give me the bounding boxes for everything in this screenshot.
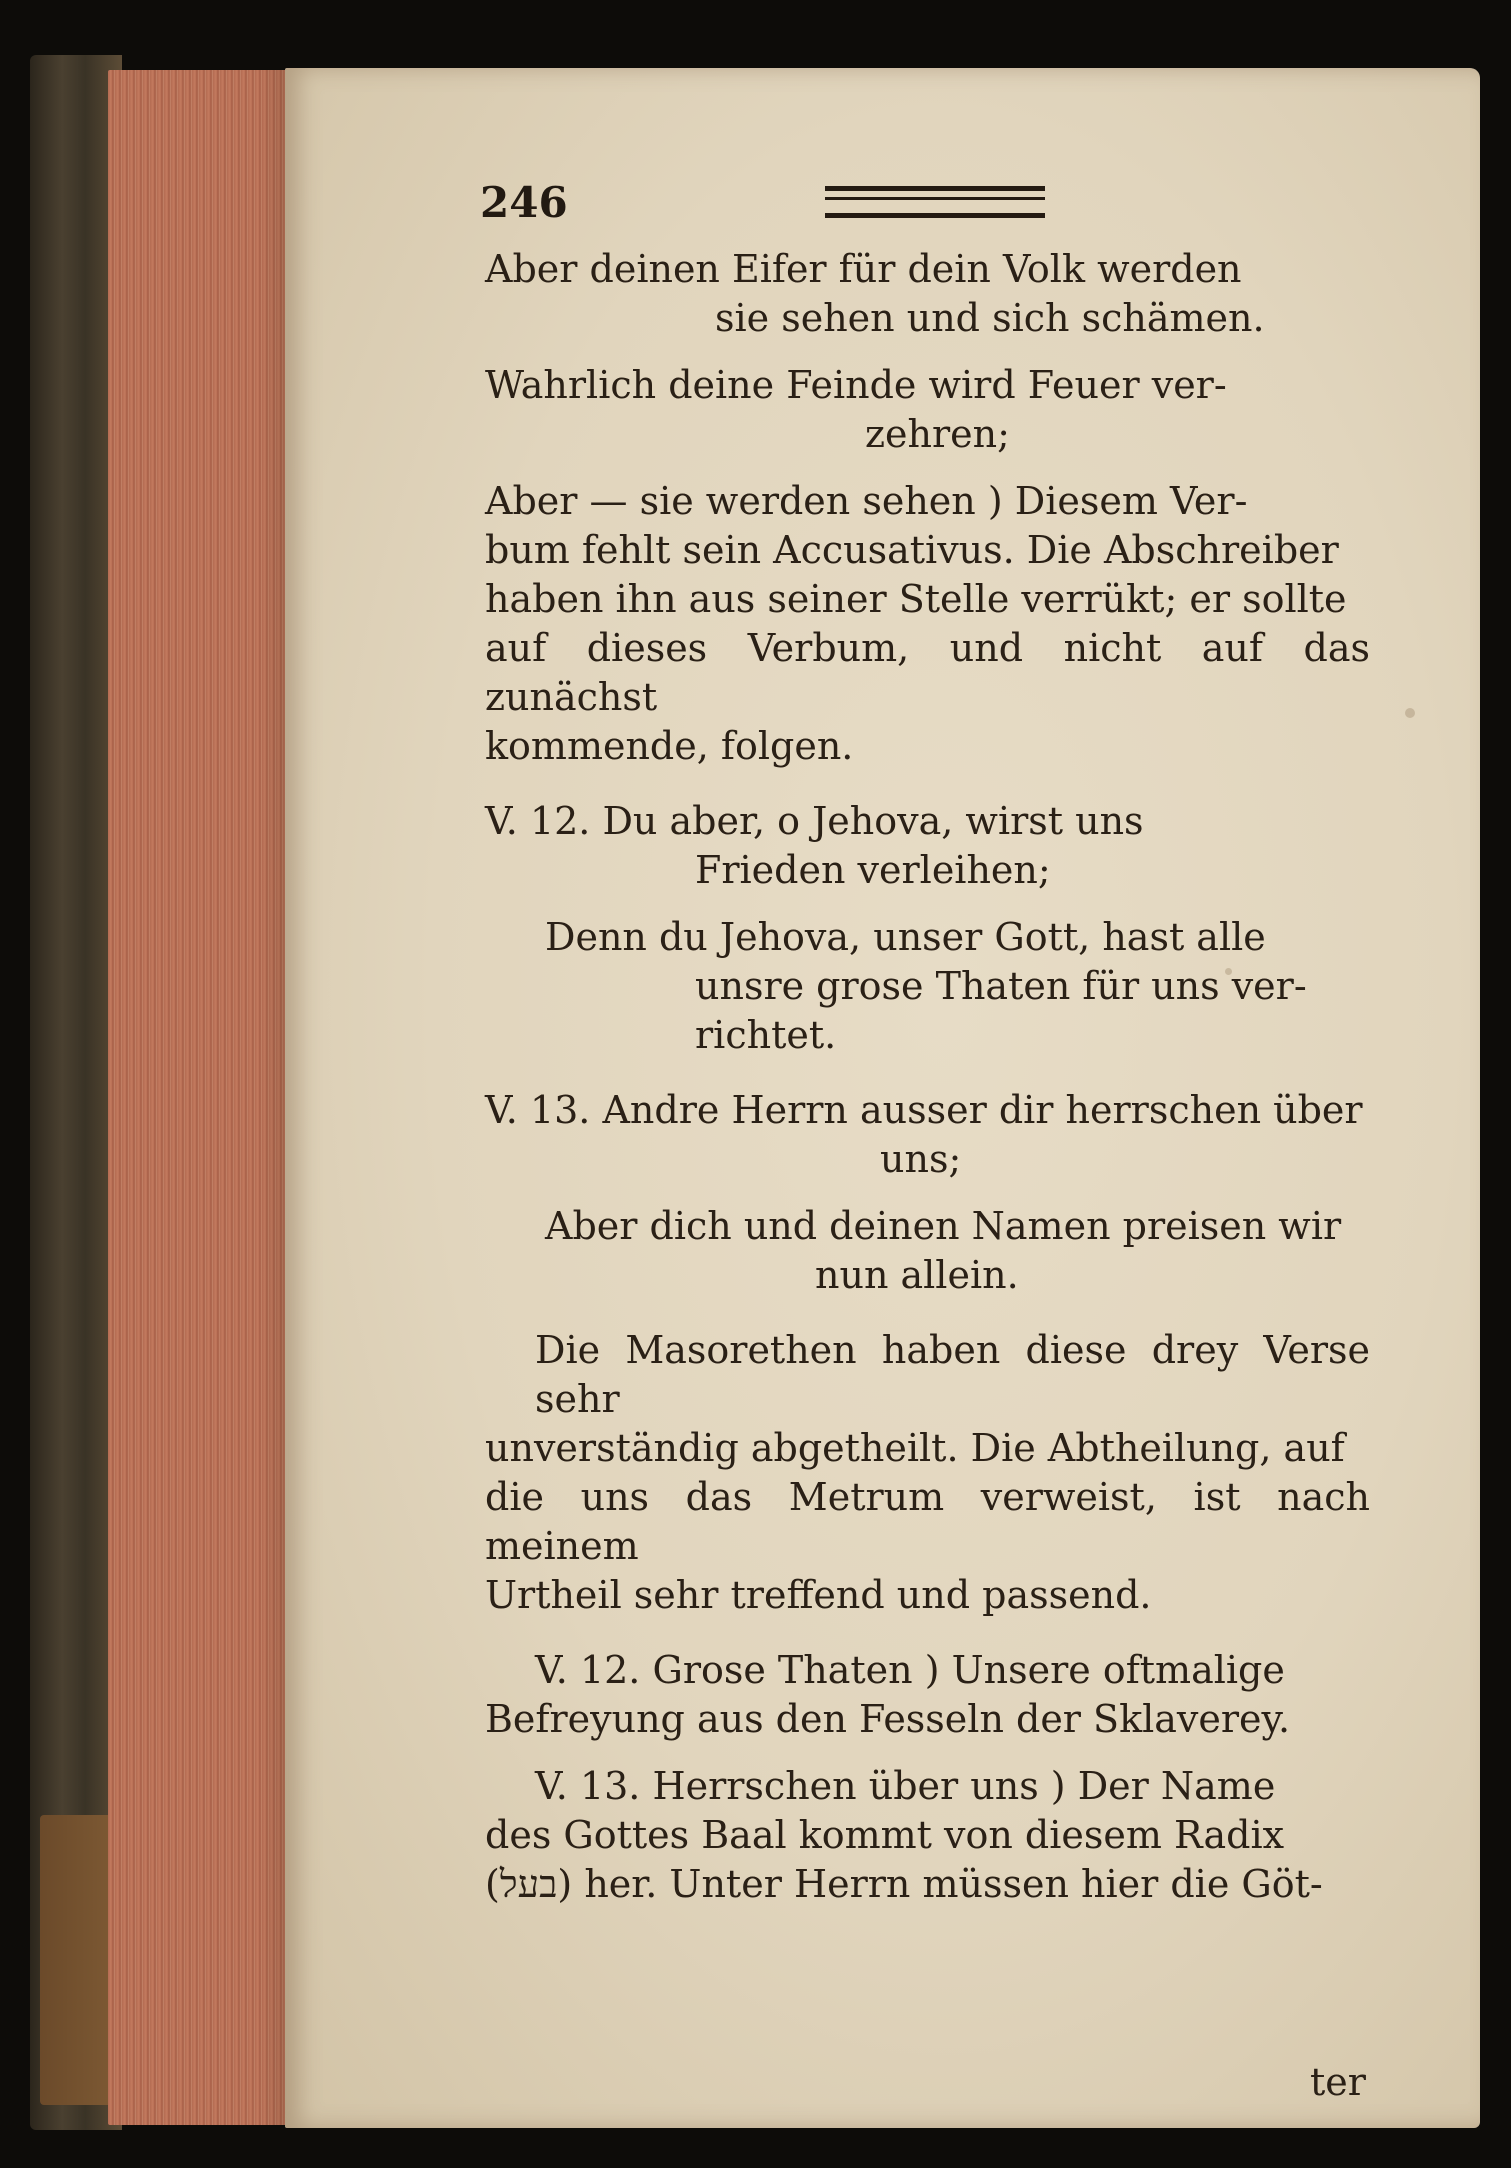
text-line: des Gottes Baal kommt von diesem Radix [485, 1813, 1285, 1857]
text-line: Aber — sie werden sehen ) Diesem Ver- [485, 479, 1248, 523]
page-header [480, 178, 1511, 238]
text-line: Urtheil sehr treffend und passend. [485, 1573, 1152, 1617]
text-line: V. 13. Herrschen über uns ) Der Name [535, 1764, 1276, 1808]
catchword: ter [1310, 2060, 1366, 2104]
text-line: richtet. [695, 1013, 837, 1057]
page-text [485, 245, 1370, 1909]
text-line: Aber deinen Eifer für dein Volk werden [485, 247, 1242, 291]
text-line: Aber dich und deinen Namen preisen wir [545, 1204, 1342, 1248]
paper-spot [1405, 708, 1415, 718]
text-line: Wahrlich deine Feinde wird Feuer ver- [485, 363, 1227, 407]
text-line: Frieden verleihen; [695, 848, 1051, 892]
text-line: Denn du Jehova, unser Gott, hast alle [545, 915, 1266, 959]
text-line: V. 12. Du aber, o Jehova, wirst uns [485, 799, 1144, 843]
text-line: bum fehlt sein Accusativus. Die Abschreiber [485, 528, 1339, 572]
text-line: sie sehen und sich schämen. [715, 296, 1265, 340]
text-line: nun allein. [815, 1253, 1019, 1297]
text-line: unsre grose Thaten für uns ver- [695, 964, 1307, 1008]
header-rule [825, 186, 1045, 218]
text-line: kommende, folgen. [485, 724, 854, 768]
text-line: V. 12. Grose Thaten ) Unsere oftmalige [535, 1648, 1285, 1692]
text-line: die uns das Metrum verweist, ist nach meinem [485, 1475, 1370, 1568]
text-line: (בעל) her. Unter Herrn müssen hier die Göt- [485, 1862, 1323, 1906]
text-line: Die Masorethen haben diese drey Verse sehr [535, 1328, 1370, 1421]
text-line: zehren; [865, 412, 1010, 456]
text-line: unverständig abgetheilt. Die Abtheilung, auf [485, 1426, 1345, 1470]
text-line: auf dieses Verbum, und nicht auf das zunächst [485, 626, 1370, 719]
page-number: 246 [480, 178, 568, 227]
text-line: haben ihn aus seiner Stelle verrükt; er sollte [485, 577, 1347, 621]
text-line: Befreyung aus den Fesseln der Sklaverey. [485, 1697, 1291, 1741]
text-line: V. 13. Andre Herrn ausser dir herrschen über [485, 1088, 1363, 1132]
text-line: uns; [880, 1137, 962, 1181]
